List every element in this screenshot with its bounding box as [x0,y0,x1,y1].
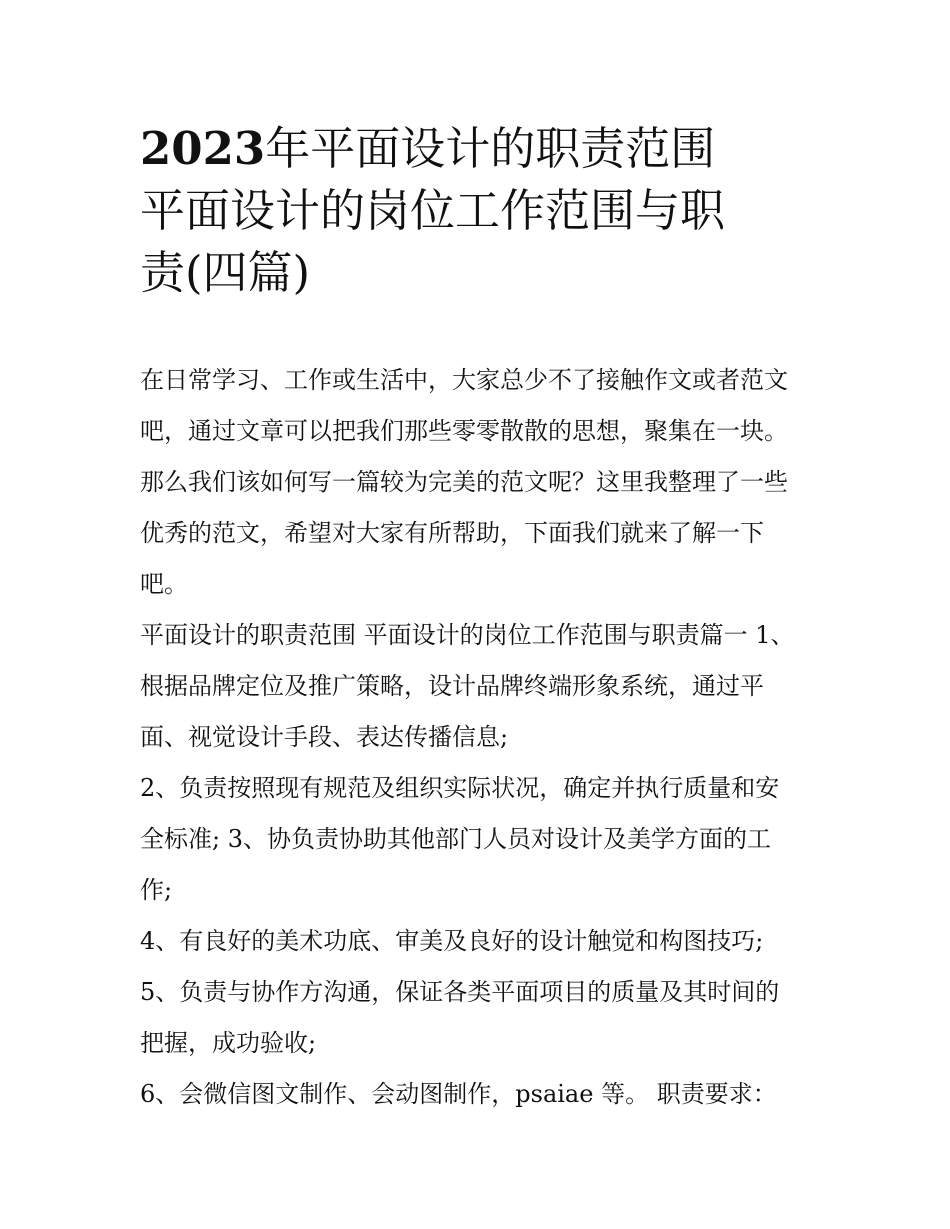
section-line: 2、负责按照现有规范及组织实际状况，确定并执行质量和安 [140,774,780,802]
title-line-2: 平面设计的岗位工作范围与职 [140,184,726,237]
section-line: 面、视觉设计手段、表达传播信息; [140,723,509,751]
title-line-1 [140,118,820,180]
title-year: 2023 [140,122,266,175]
intro-line: 吧，通过文章可以把我们那些零零散散的思想，聚集在一块。 [140,417,788,445]
intro-line: 在日常学习、工作或生活中，大家总少不了接触作文或者范文 [140,366,788,394]
section-line: 5、负责与协作方沟通，保证各类平面项目的质量及其时间的 [140,978,780,1006]
document-title [140,118,820,304]
section-line: 平面设计的职责范围 平面设计的岗位工作范围与职责篇一 1、 [140,621,795,649]
section-line: 作; [140,876,173,904]
section-line: 6、会微信图文制作、会动图制作，psaiae 等。 职责要求： [140,1080,777,1108]
section-line: 根据品牌定位及推广策略，设计品牌终端形象系统，通过平 [140,672,764,700]
title-line-3: 责(四篇) [140,246,311,299]
intro-line: 吧。 [140,570,188,598]
section-line: 全标准; 3、协负责协助其他部门人员对设计及美学方面的工 [140,825,771,853]
intro-line: 那么我们该如何写一篇较为完美的范文呢？这里我整理了一些 [140,468,788,496]
responsibilities-section [140,610,830,1120]
section-line: 把握，成功验收; [140,1029,317,1057]
section-line: 4、有良好的美术功底、审美及良好的设计触觉和构图技巧; [140,927,764,955]
document-body [140,355,830,1120]
intro-line: 优秀的范文，希望对大家有所帮助，下面我们就来了解一下 [140,519,764,547]
intro-paragraph [140,355,830,610]
title-line-1-text: 年平面设计的职责范围 [265,122,716,175]
